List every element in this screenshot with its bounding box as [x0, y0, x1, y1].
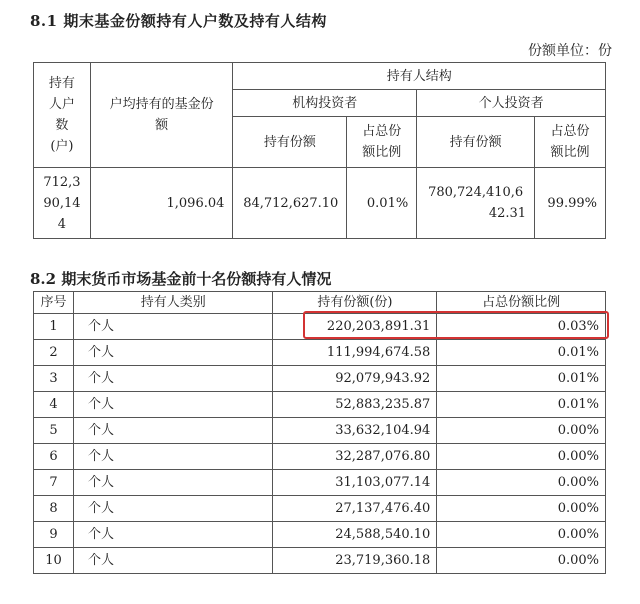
row-number: 2: [34, 340, 74, 366]
table-row: [34, 392, 606, 418]
section2-title: 8.2 期末货币市场基金前十名份额持有人情况: [30, 270, 332, 288]
holder-shares: 24,588,540.10: [273, 522, 437, 548]
row-number: 4: [34, 392, 74, 418]
header-shares: 持有份额(份): [273, 292, 437, 314]
holder-structure-table: [33, 62, 606, 239]
header-holders-count: 持有 人户 数 (户): [34, 63, 91, 168]
holder-ratio: 0.01%: [437, 392, 606, 418]
highlight-box: [303, 311, 609, 339]
holder-type: 个人: [73, 548, 273, 574]
row-number: 9: [34, 522, 74, 548]
table-row: [34, 496, 606, 522]
holder-shares: 52,883,235.87: [273, 392, 437, 418]
holder-ratio: 0.01%: [437, 340, 606, 366]
holder-type: 个人: [73, 366, 273, 392]
holder-type: 个人: [73, 444, 273, 470]
holder-type: 个人: [73, 314, 273, 340]
section1-title: 8.1 期末基金份额持有人户数及持有人结构: [30, 12, 327, 30]
holder-type: 个人: [73, 522, 273, 548]
header-ind-shares: 持有份额: [417, 117, 535, 168]
holder-ratio: 0.00%: [437, 470, 606, 496]
holder-shares: 92,079,943.92: [273, 366, 437, 392]
row-number: 1: [34, 314, 74, 340]
cell-inst-ratio: 0.01%: [347, 168, 417, 239]
holder-ratio: 0.00%: [437, 496, 606, 522]
holder-ratio: 0.01%: [437, 366, 606, 392]
table-row: [34, 470, 606, 496]
holder-type: 个人: [73, 392, 273, 418]
row-number: 10: [34, 548, 74, 574]
holder-type: 个人: [73, 418, 273, 444]
header-ratio: 占总份额比例: [437, 292, 606, 314]
row-number: 3: [34, 366, 74, 392]
unit-label: 份额单位：份: [528, 43, 612, 59]
holder-shares: 111,994,674.58: [273, 340, 437, 366]
row-number: 5: [34, 418, 74, 444]
header-inst-ratio: 占总份 额比例: [347, 117, 417, 168]
holder-ratio: 0.00%: [437, 418, 606, 444]
row-number: 8: [34, 496, 74, 522]
row-number: 7: [34, 470, 74, 496]
header-institution: 机构投资者: [233, 90, 417, 117]
holder-ratio: 0.03%: [437, 314, 606, 340]
header-structure: 持有人结构: [233, 63, 606, 90]
cell-avg-holding: 1,096.04: [90, 168, 233, 239]
holder-shares: 31,103,077.14: [273, 470, 437, 496]
cell-ind-shares: 780,724,410,6 42.31: [417, 168, 535, 239]
header-type: 持有人类别: [73, 292, 273, 314]
header-individual: 个人投资者: [417, 90, 606, 117]
holder-ratio: 0.00%: [437, 522, 606, 548]
cell-ind-ratio: 99.99%: [535, 168, 606, 239]
header-avg-holding: 户均持有的基金份 额: [90, 63, 233, 168]
cell-holders-count: 712,3 90,14 4: [34, 168, 91, 239]
row-number: 6: [34, 444, 74, 470]
table-row: [34, 548, 606, 574]
holder-ratio: 0.00%: [437, 548, 606, 574]
cell-inst-shares: 84,712,627.10: [233, 168, 347, 239]
header-ind-ratio: 占总份 额比例: [535, 117, 606, 168]
holder-ratio: 0.00%: [437, 444, 606, 470]
holder-shares: 27,137,476.40: [273, 496, 437, 522]
table-row: [34, 340, 606, 366]
table-row: [34, 418, 606, 444]
table-row: [34, 366, 606, 392]
holder-shares: 23,719,360.18: [273, 548, 437, 574]
header-inst-shares: 持有份额: [233, 117, 347, 168]
holder-type: 个人: [73, 470, 273, 496]
holder-shares: 33,632,104.94: [273, 418, 437, 444]
holder-type: 个人: [73, 340, 273, 366]
header-no: 序号: [34, 292, 74, 314]
holder-type: 个人: [73, 496, 273, 522]
holder-shares: 220,203,891.31: [273, 314, 437, 340]
table-row: [34, 522, 606, 548]
holder-shares: 32,287,076.80: [273, 444, 437, 470]
table-row: [34, 444, 606, 470]
